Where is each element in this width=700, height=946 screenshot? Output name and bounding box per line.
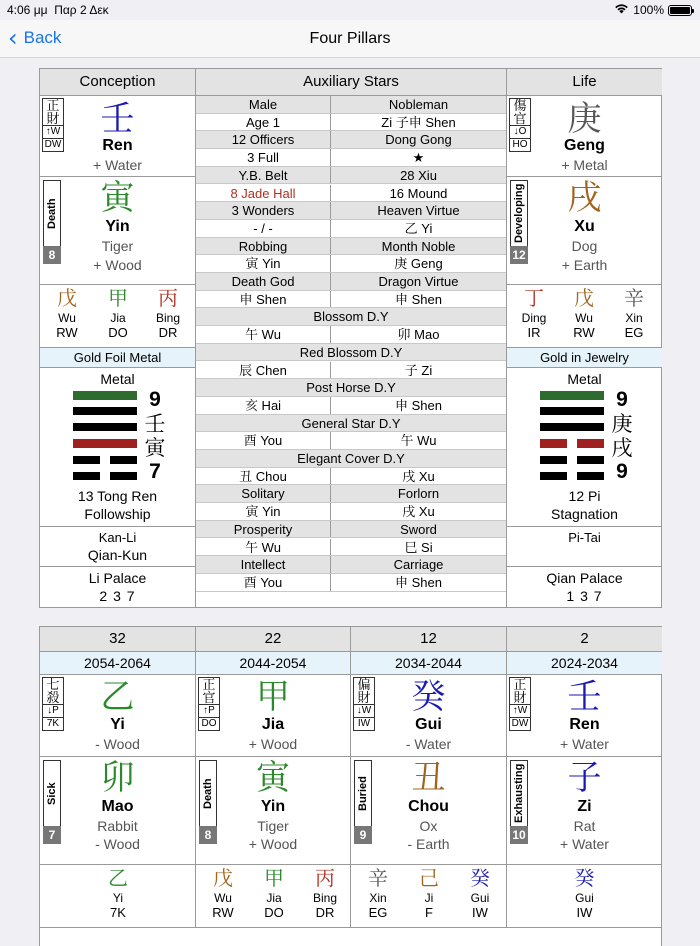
- stem-pinyin: Ren: [569, 716, 600, 733]
- auxiliary-star-right: 28 Xiu: [400, 167, 437, 183]
- hidden-stem: 丙 Bing DR: [155, 286, 181, 340]
- auxiliary-star-row: [196, 574, 506, 592]
- luck-branch-cell[interactable]: [40, 757, 196, 865]
- conception-header: Conception: [40, 69, 196, 96]
- life-branch-cell[interactable]: [507, 177, 662, 285]
- hidden-stem: 甲 Jia DO: [108, 286, 128, 340]
- auxiliary-star-right: 申 Shen: [395, 397, 442, 413]
- luck-years-header: [196, 652, 351, 675]
- luck-branch-cell[interactable]: [507, 757, 662, 865]
- auxiliary-star-right: 巳 Si: [404, 539, 433, 555]
- status-bar: [0, 0, 700, 20]
- auxiliary-star-left: 申 Shen: [196, 291, 331, 308]
- navigation-bar: [0, 20, 700, 58]
- stem-character: 壬: [100, 99, 135, 139]
- auxiliary-star-row: [196, 202, 506, 220]
- auxiliary-star-right: ★: [412, 150, 425, 166]
- auxiliary-star-row: [196, 273, 506, 291]
- auxiliary-star-right: 乙 Yi: [404, 220, 433, 236]
- auxiliary-star-row: [196, 539, 506, 557]
- life-gua-cell: [507, 527, 662, 567]
- conception-branch-cell[interactable]: [40, 177, 196, 285]
- stem-character: 壬: [567, 677, 602, 717]
- auxiliary-star-row: [196, 450, 506, 468]
- auxiliary-star-left: 亥 Hai: [196, 397, 331, 414]
- back-label: Back: [23, 28, 62, 47]
- stem-pinyin: Jia: [261, 716, 285, 733]
- auxiliary-star-left: 3 Wonders: [196, 202, 331, 219]
- auxiliary-star-left: 午 Wu: [196, 326, 331, 343]
- auxiliary-star-right: Heaven Virtue: [377, 203, 460, 219]
- auxiliary-star-right: 午 Wu: [400, 433, 437, 449]
- life-stage-bar: Buried 9: [354, 760, 372, 844]
- luck-branch-cell[interactable]: [196, 757, 351, 865]
- life-stage-bar: Developing 12: [510, 180, 528, 264]
- branch-character: 戌: [567, 178, 602, 218]
- branch-pinyin: Mao: [101, 798, 134, 815]
- stem-element: + Water: [560, 736, 609, 752]
- stem-element: - Water: [405, 736, 452, 752]
- ten-god-box: 偏 財 ↓W IW: [353, 677, 375, 731]
- auxiliary-star-left: Post Horse D.Y: [306, 380, 396, 396]
- auxiliary-star-row: [196, 344, 506, 362]
- stem-character: 乙: [100, 677, 135, 717]
- hexagram-icon: [73, 390, 139, 485]
- stem-element: + Wood: [248, 736, 298, 752]
- auxiliary-star-row: [196, 167, 506, 185]
- hidden-stem: 甲 Jia DO: [264, 866, 284, 920]
- branch-character: 卯: [100, 758, 135, 798]
- life-stage-bar: Exhausting 10: [510, 760, 528, 844]
- palace-name: Qian Palace: [546, 570, 623, 586]
- stem-character: 庚: [567, 99, 602, 139]
- life-palace-cell: [507, 567, 662, 608]
- auxiliary-star-right: Dragon Virtue: [378, 274, 459, 289]
- life-stage-bar: Death 8: [43, 180, 61, 264]
- auxiliary-star-right: 庚 Geng: [394, 256, 443, 272]
- auxiliary-star-right: 戌 Xu: [402, 504, 435, 520]
- auxiliary-stars-list: [196, 96, 507, 608]
- auxiliary-star-left: General Star D.Y: [301, 415, 401, 431]
- auxiliary-star-row: [196, 379, 506, 397]
- branch-pinyin: Zi: [577, 798, 592, 815]
- auxiliary-star-row: [196, 556, 506, 574]
- auxiliary-star-right: Nobleman: [388, 97, 449, 112]
- auxiliary-star-right: 子 Zi: [404, 362, 433, 378]
- branch-pinyin: Xu: [574, 218, 595, 235]
- status-right: [614, 3, 692, 17]
- auxiliary-star-row: [196, 255, 506, 273]
- auxiliary-star-right: Zi 子申 Shen: [381, 114, 456, 130]
- luck-hidden-stems: [40, 865, 196, 928]
- branch-character: 丑: [411, 758, 446, 798]
- gua-label: Qian-Kun: [87, 547, 148, 563]
- luck-years-header: [40, 652, 196, 675]
- conception-palace-cell: [40, 567, 196, 608]
- auxiliary-star-right: Sword: [400, 521, 437, 537]
- stem-element: + Metal: [561, 157, 608, 173]
- branch-animal: Rabbit: [97, 818, 138, 834]
- branch-animal: Tiger: [101, 238, 134, 254]
- branch-element: + Wood: [248, 836, 298, 852]
- ten-god-box: 正 財 ↑W DW: [42, 98, 64, 152]
- luck-age: 2: [580, 630, 589, 647]
- chart-scroll-view[interactable]: [0, 59, 700, 934]
- luck-years: 2044-2054: [239, 655, 307, 671]
- wifi-icon: [614, 3, 629, 17]
- luck-age-header: [507, 627, 662, 652]
- palace-number: 1 3 7: [566, 588, 603, 604]
- auxiliary-star-row: [196, 114, 506, 132]
- luck-age: 12: [420, 630, 437, 647]
- luck-age: 22: [264, 630, 282, 647]
- auxiliary-star-right: 戌 Xu: [402, 468, 435, 484]
- auxiliary-star-row: [196, 238, 506, 256]
- auxiliary-star-row: [196, 485, 506, 503]
- auxiliary-star-row: [196, 131, 506, 149]
- battery-icon: [668, 5, 692, 16]
- hexagram-name: 12 Pi: [568, 488, 601, 504]
- hexagram-numbers: 9 壬 寅 7: [144, 388, 166, 483]
- hidden-stem: 癸 Gui IW: [470, 866, 490, 920]
- auxiliary-star-left: Prosperity: [196, 521, 331, 538]
- luck-years-header: [351, 652, 507, 675]
- life-stem-cell[interactable]: [507, 96, 662, 177]
- branch-animal: Rat: [573, 818, 596, 834]
- life-stage-bar: Sick 7: [43, 760, 61, 844]
- hexagram-numbers: 9 庚 戌 9: [611, 388, 633, 483]
- stem-element: - Wood: [95, 736, 140, 752]
- conception-stem-cell[interactable]: [40, 96, 196, 177]
- page-title: Four Pillars: [309, 30, 391, 47]
- auxiliary-star-left: Elegant Cover D.Y: [297, 451, 405, 466]
- stem-character: 甲: [256, 677, 290, 717]
- stem-pinyin: Ren: [102, 137, 133, 154]
- life-hidden-stems: [507, 285, 662, 348]
- ten-god-box: 傷 官 ↓O HO: [509, 98, 531, 152]
- auxiliary-star-left: Robbing: [196, 238, 331, 255]
- hexagram-icon: [540, 390, 606, 485]
- auxiliary-star-right: 申 Shen: [395, 574, 442, 590]
- auxiliary-star-row: [196, 291, 506, 309]
- life-stage-bar: Death 8: [199, 760, 217, 844]
- stem-pinyin: Yi: [110, 716, 125, 733]
- battery-percent: 100%: [633, 3, 664, 17]
- auxiliary-star-right: 申 Shen: [395, 291, 442, 307]
- branch-element: + Water: [560, 836, 609, 852]
- hexagram-element: Metal: [100, 371, 135, 387]
- auxiliary-star-left: 酉 You: [196, 432, 331, 449]
- conception-nayin: Gold Foil Metal: [40, 348, 196, 368]
- branch-character: 子: [567, 758, 602, 798]
- luck-stem-cell[interactable]: [351, 675, 507, 757]
- auxiliary-star-row: [196, 362, 506, 380]
- luck-years: 2054-2064: [84, 655, 151, 671]
- hexagram-name: 13 Tong Ren: [77, 488, 158, 504]
- auxiliary-star-right: 16 Mound: [389, 185, 448, 201]
- luck-hidden-stems: [196, 865, 351, 928]
- auxiliary-star-left: 寅 Yin: [196, 503, 331, 520]
- branch-animal: Dog: [571, 238, 598, 254]
- auxiliary-star-row: [196, 220, 506, 238]
- auxiliary-star-left: Male: [196, 96, 331, 113]
- natal-pillars-table: [39, 68, 662, 608]
- auxiliary-star-left: 酉 You: [196, 574, 331, 591]
- stem-pinyin: Gui: [415, 716, 442, 733]
- branch-character: 寅: [256, 758, 290, 798]
- hidden-stem: 戊 Wu RW: [212, 866, 234, 920]
- chevron-left-icon: ‹: [8, 24, 18, 52]
- hexagram-meaning: Followship: [84, 506, 151, 522]
- auxiliary-star-row: [196, 326, 506, 344]
- hidden-stem: 丙 Bing DR: [312, 866, 338, 920]
- luck-pillars-table: [39, 626, 662, 946]
- luck-years-header: [507, 652, 662, 675]
- auxiliary-star-right: Forlorn: [397, 486, 440, 502]
- auxiliary-star-row: [196, 432, 506, 450]
- auxiliary-star-right: 卯 Mao: [397, 327, 440, 343]
- branch-animal: Ox: [419, 818, 438, 834]
- auxiliary-star-row: [196, 149, 506, 167]
- hidden-stem: 辛 Xin EG: [368, 866, 388, 920]
- branch-pinyin: Chou: [408, 798, 449, 815]
- hidden-stem: 乙 Yi 7K: [108, 866, 128, 920]
- auxiliary-star-left: Blossom D.Y: [313, 309, 389, 325]
- auxiliary-star-row: [196, 397, 506, 415]
- ten-god-box: 七 殺 ↓P 7K: [42, 677, 64, 731]
- auxiliary-star-row: [196, 185, 506, 203]
- auxiliary-star-right: Carriage: [393, 557, 444, 573]
- auxiliary-star-left: Red Blossom D.Y: [299, 344, 403, 360]
- luck-branch-cell[interactable]: [351, 757, 507, 865]
- life-hexagram-cell[interactable]: [507, 368, 662, 527]
- auxiliary-star-right: Dong Gong: [385, 132, 452, 148]
- auxiliary-star-left: 辰 Chen: [196, 362, 331, 379]
- auxiliary-star-row: [196, 308, 506, 326]
- luck-stem-cell[interactable]: [196, 675, 351, 757]
- auxiliary-star-left: - / -: [196, 220, 331, 237]
- branch-element: + Wood: [93, 257, 142, 273]
- auxiliary-star-row: [196, 415, 506, 433]
- luck-stem-cell[interactable]: [40, 675, 196, 757]
- auxiliary-star-right: Month Noble: [381, 238, 456, 254]
- hidden-stem: 癸 Gui IW: [574, 866, 595, 920]
- ten-god-box: 正 財 ↑W DW: [509, 677, 531, 731]
- ten-god-box: 正 官 ↑P DO: [198, 677, 220, 731]
- conception-gua-cell: [40, 527, 196, 567]
- auxiliary-star-left: 3 Full: [196, 149, 331, 166]
- luck-age-header: [40, 627, 196, 652]
- auxiliary-star-row: [196, 468, 506, 486]
- palace-name: Li Palace: [88, 570, 147, 586]
- life-header: Life: [507, 69, 662, 96]
- hidden-stem: 丁 Ding IR: [521, 286, 547, 340]
- hidden-stem: 戊 Wu RW: [573, 286, 595, 340]
- hexagram-element: Metal: [567, 371, 602, 387]
- palace-number: 2 3 7: [99, 588, 136, 604]
- auxiliary-star-row: [196, 96, 506, 114]
- auxiliary-star-row: [196, 521, 506, 539]
- branch-character: 寅: [100, 178, 135, 218]
- stem-element: + Water: [93, 157, 142, 173]
- luck-age-header: [351, 627, 507, 652]
- branch-element: - Wood: [95, 836, 140, 852]
- auxiliary-star-left: 午 Wu: [196, 539, 331, 556]
- life-nayin: Gold in Jewelry: [507, 348, 662, 368]
- luck-hidden-stems: [351, 865, 507, 928]
- branch-element: + Earth: [561, 257, 608, 273]
- auxiliary-star-left: 丑 Chou: [196, 468, 331, 485]
- luck-years: 2024-2034: [551, 655, 618, 671]
- branch-pinyin: Yin: [105, 218, 130, 235]
- luck-years: 2034-2044: [395, 655, 462, 671]
- auxiliary-star-row: [196, 503, 506, 521]
- hidden-stem: 己 Ji F: [419, 866, 439, 920]
- conception-hidden-stems: [40, 285, 196, 348]
- luck-stem-cell[interactable]: [507, 675, 662, 757]
- auxiliary-star-left: Solitary: [196, 485, 331, 502]
- stem-character: 癸: [411, 677, 446, 717]
- gua-label: Kan-Li: [98, 530, 137, 545]
- auxiliary-star-left: Y.B. Belt: [196, 167, 331, 184]
- luck-age-header: [196, 627, 351, 652]
- auxiliary-star-left: 寅 Yin: [196, 255, 331, 272]
- auxiliary-star-left: Intellect: [196, 556, 331, 573]
- hexagram-meaning: Stagnation: [551, 506, 618, 522]
- branch-pinyin: Yin: [260, 798, 286, 815]
- status-time: 4:06 μμ Παρ 2 Δεκ: [7, 3, 109, 17]
- luck-age: 32: [109, 630, 126, 647]
- auxiliary-star-left: 12 Officers: [196, 131, 331, 148]
- branch-element: - Earth: [407, 836, 450, 852]
- gua-label: Pi-Tai: [568, 530, 601, 545]
- hidden-stem: 辛 Xin EG: [624, 286, 644, 340]
- auxiliary-header: Auxiliary Stars: [196, 69, 507, 96]
- auxiliary-star-left: Death God: [196, 273, 331, 290]
- branch-animal: Tiger: [257, 818, 289, 834]
- auxiliary-star-left: 8 Jade Hall: [196, 185, 331, 202]
- auxiliary-star-left: Age 1: [196, 114, 331, 131]
- hidden-stem: 戊 Wu RW: [56, 286, 78, 340]
- conception-hexagram-cell[interactable]: [40, 368, 196, 527]
- luck-hidden-stems: [507, 865, 662, 928]
- stem-pinyin: Geng: [564, 137, 605, 154]
